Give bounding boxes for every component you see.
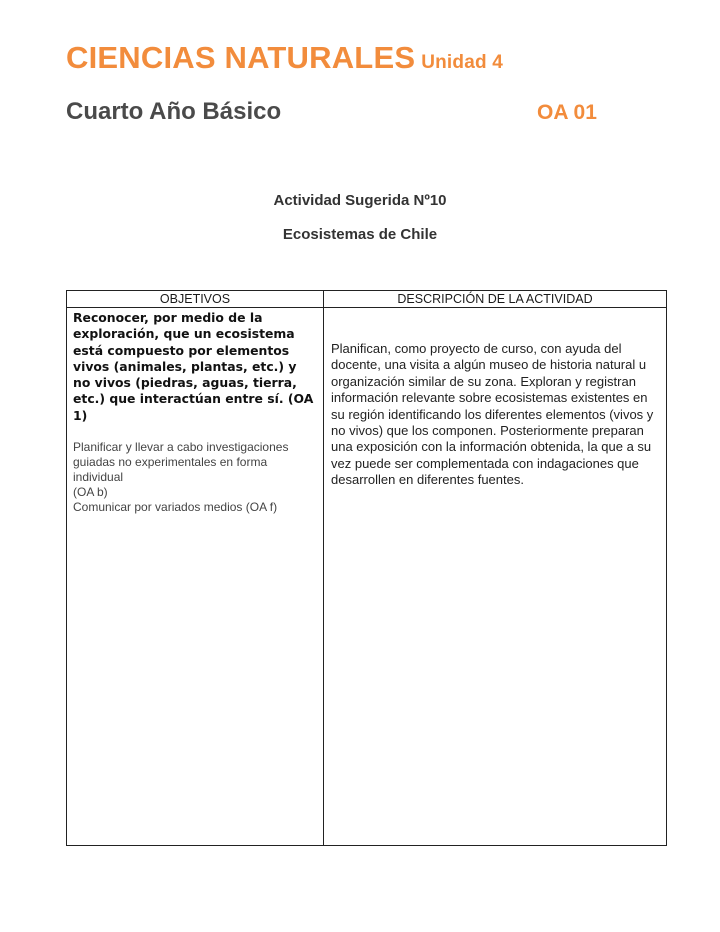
grade-label: Cuarto Año Básico	[66, 98, 282, 125]
table-header-row	[67, 291, 667, 308]
objectives-cell	[67, 308, 324, 846]
unit-label: Unidad 4	[421, 52, 504, 73]
oa-code-label: OA 01	[537, 101, 597, 124]
activity-title: Actividad Sugerida Nº10	[273, 192, 447, 209]
skill-item: Planificar y llevar a cabo investigaciones guiadas no experimentales en forma individual	[73, 440, 289, 485]
skill-code: (OA b)	[73, 485, 108, 500]
description-cell	[324, 308, 667, 846]
subject-name: CIENCIAS NATURALES	[66, 40, 416, 75]
activity-description: Planifican, como proyecto de curso, con ayuda del docente, una visita a algún museo de historia natural u organización similar de su zona. Exploran y registran información relevante sobre ecosistemas existentes en su región identificando los diferentes elementos (vivos y no vivos) que los componen. Posteriormente preparan una exposición con la información obtenida, la que a su vez puede ser complementada con indagaciones que desarrollen en diferentes fuentes.	[331, 341, 654, 488]
column-header-description: DESCRIPCIÓN DE LA ACTIVIDAD	[324, 291, 667, 308]
subject-title	[66, 40, 503, 76]
skill-item: Comunicar por variados medios (OA f)	[73, 500, 278, 515]
column-header-objectives: OBJETIVOS	[67, 291, 324, 308]
skills-list	[73, 440, 318, 515]
activity-table	[66, 290, 667, 846]
table-row	[67, 308, 667, 846]
activity-subtitle: Ecosistemas de Chile	[282, 226, 438, 243]
main-objective: Reconocer, por medio de la exploración, que un ecosistema está compuesto por elementos vivos (animales, plantas, etc.) y no vivos (piedras, aguas, tierra, etc.) que interactúan entre sí. (OA 1)	[73, 310, 314, 423]
